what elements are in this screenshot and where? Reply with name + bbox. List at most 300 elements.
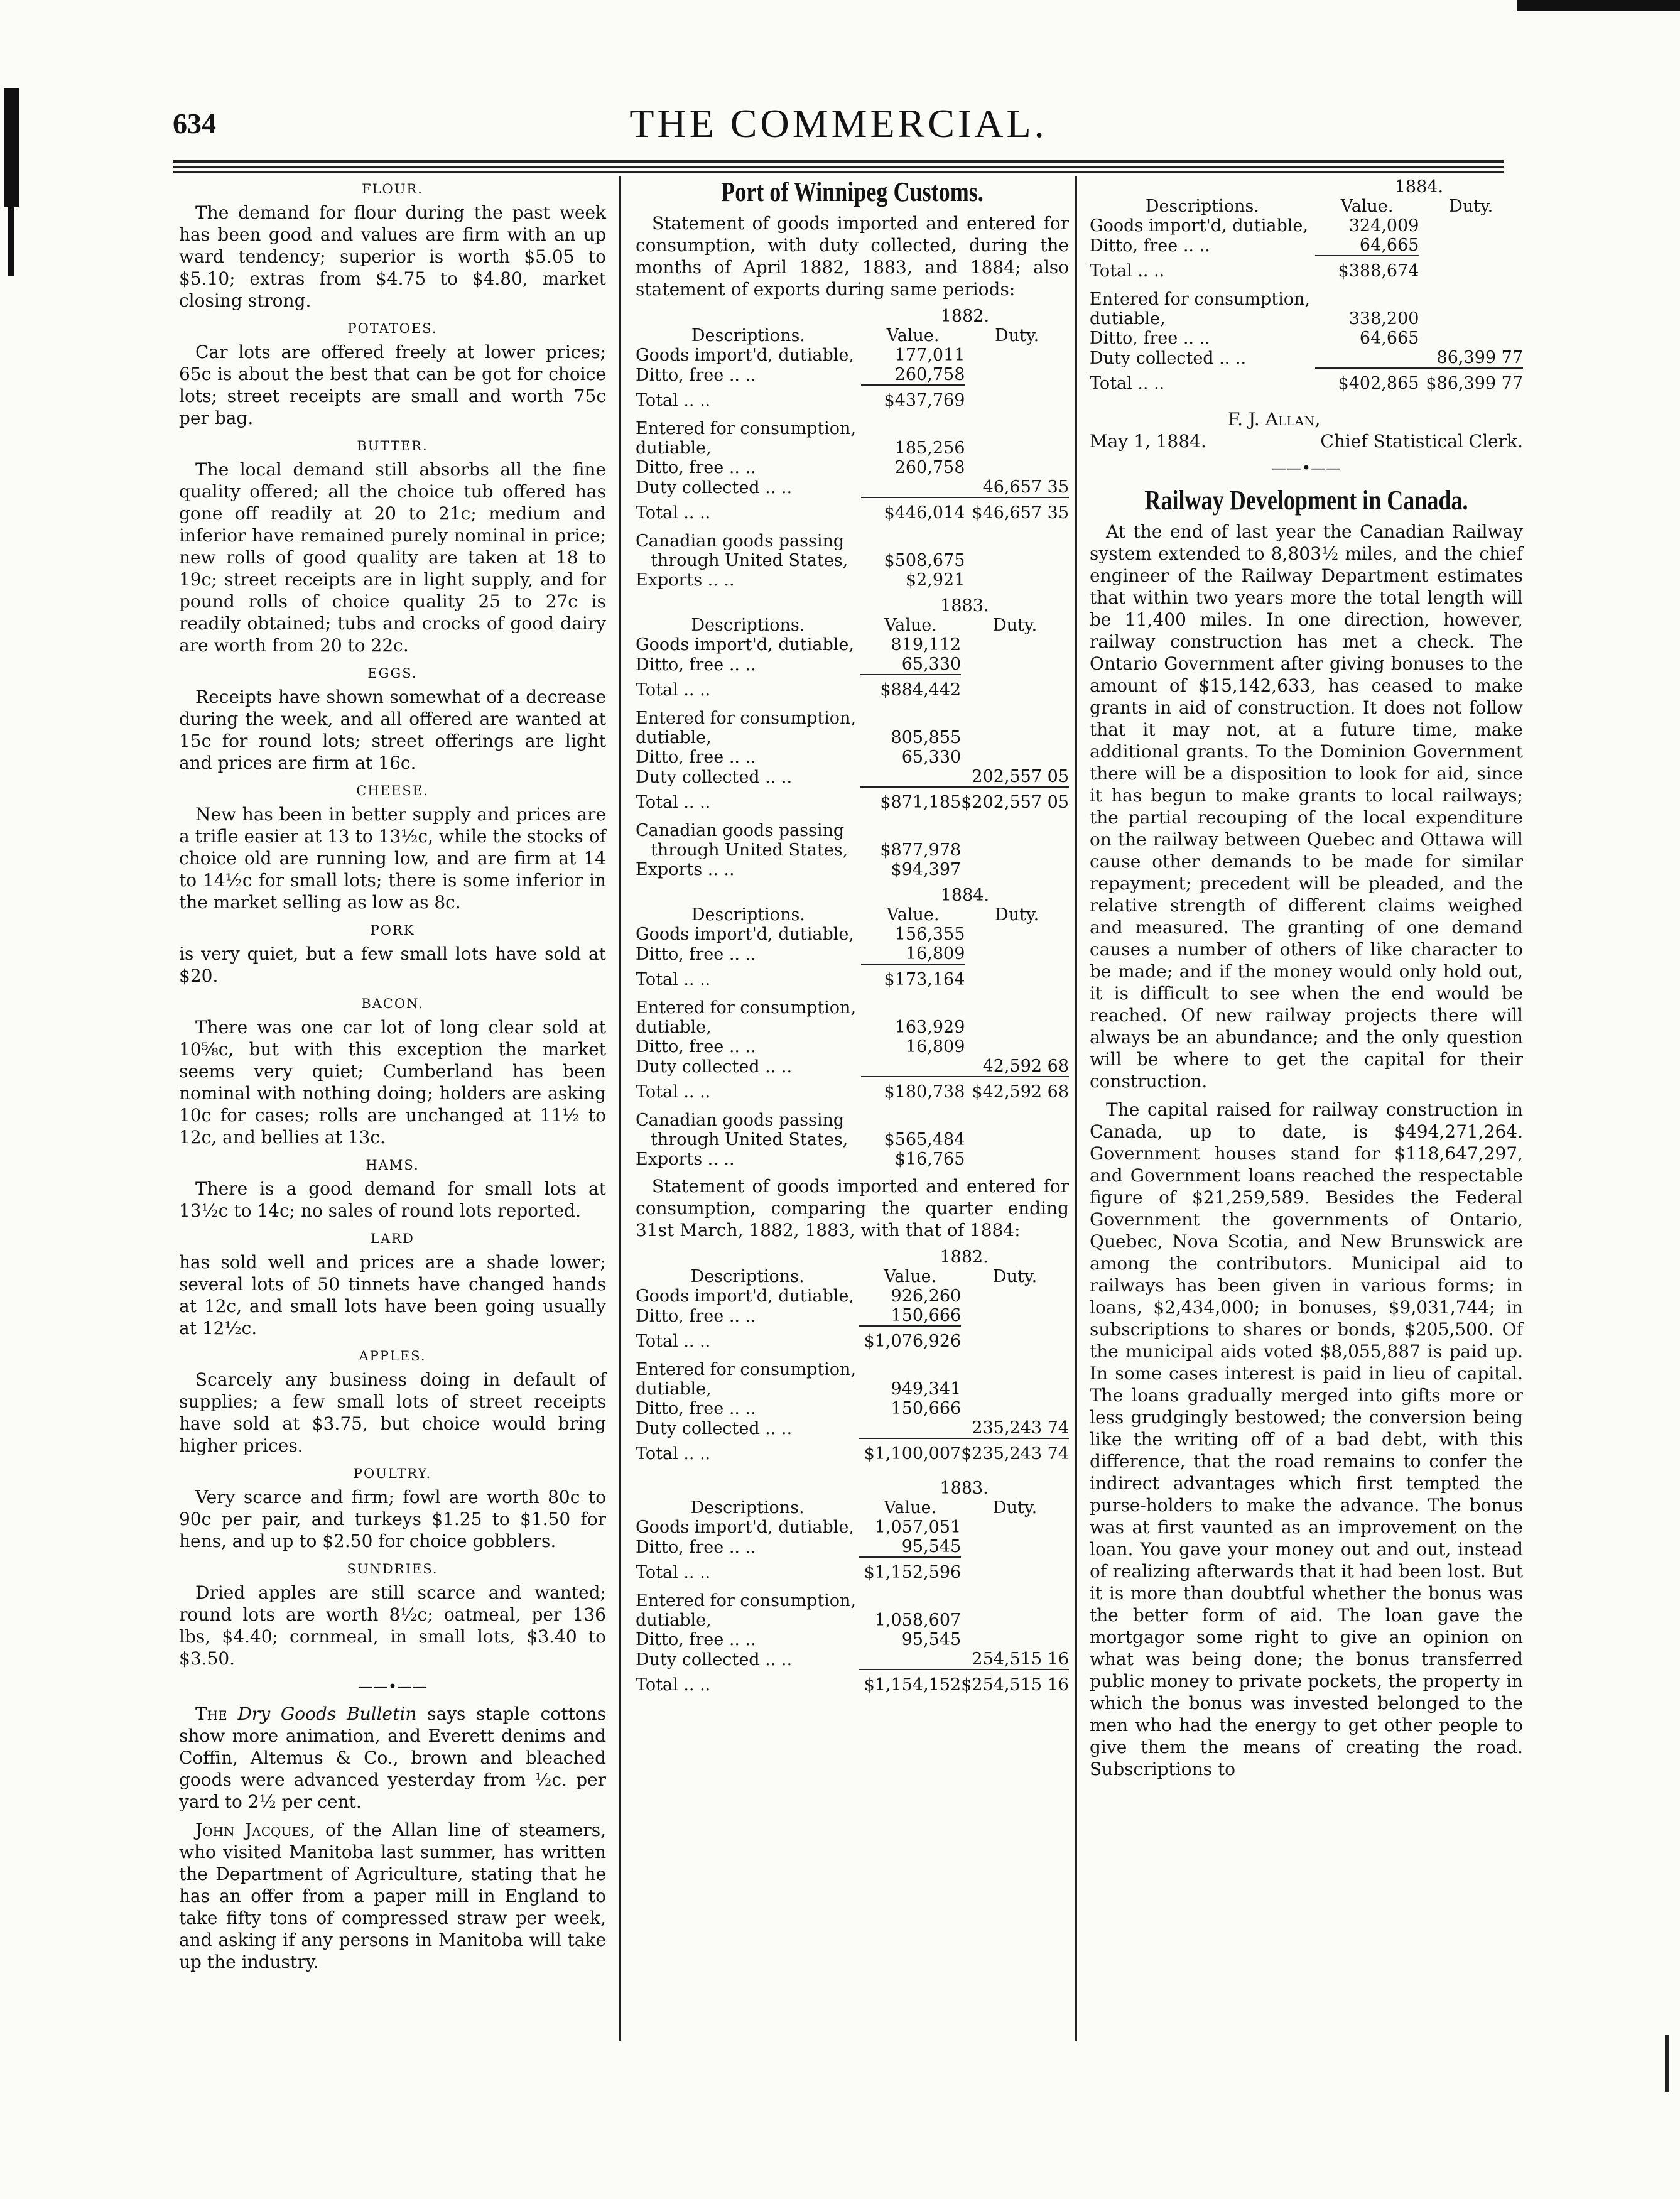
market-paragraph: The local demand still absorbs all the fine quality offered; all the choice tub offered has gone off readily at 20 to 21c; medium and inferior have remained purely nominal in price; new rolls of good quality are taken at 18 to 19c; street receipts are in light supply, and for pound rolls of choice quality 25 to 27c is readily obtained; tubs and crocks of good dairy are worth from 20 to 22c.	[179, 459, 606, 656]
row-label: Canadian goods passing	[636, 1110, 845, 1130]
row-label: Entered for consumption,	[636, 1591, 857, 1610]
market-paragraph: Very scarce and firm; fowl are worth 80c to 90c per pair, and turkeys $1.25 to $1.50 for hens, and up to $2.50 for choice gobblers.	[179, 1487, 606, 1551]
row-label: Canadian goods passing	[636, 531, 845, 551]
total-row	[636, 675, 1069, 709]
row-label: dutiable,	[636, 1379, 712, 1399]
duty-cell	[965, 570, 1069, 590]
section-heading: BUTTER.	[357, 438, 428, 453]
duty-cell	[965, 1130, 1069, 1149]
duty-cell	[961, 1557, 1069, 1591]
duty-cell	[965, 551, 1069, 570]
header-descriptions: Descriptions.	[691, 326, 805, 345]
customs-statement-table	[1090, 177, 1523, 402]
note-lead: The	[195, 1703, 227, 1724]
row-label: Entered for consumption,	[636, 709, 857, 728]
exports-row	[636, 570, 1069, 590]
row-label: Ditto, free .. ..	[636, 1538, 756, 1557]
dutiable-row	[636, 925, 1069, 944]
duty-cell	[1419, 256, 1523, 290]
value-cell: 156,355	[894, 925, 965, 944]
row-label: dutiable,	[636, 728, 712, 747]
column-header-row	[636, 1267, 1069, 1286]
duty-collected-row	[636, 477, 1069, 497]
row-label: Total .. ..	[636, 1444, 711, 1463]
duty-collected-row	[636, 767, 1069, 787]
value-cell: 338,200	[1348, 309, 1419, 328]
row-label: Ditto, free .. ..	[636, 1306, 756, 1326]
market-paragraph: There is a good demand for small lots at 13½c to 14c; no sales of round lots reported.	[179, 1178, 606, 1221]
total-value: $884,442	[860, 675, 961, 709]
free-row	[636, 654, 1069, 675]
duty-cell: 86,399 77	[1436, 348, 1523, 367]
value-cell: $877,978	[880, 840, 962, 860]
railway-paragraph: At the end of last year the Canadian Railway system extended to 8,803½ miles, and the chief engineer of the Railway Department estimates that within two years more the total length will be 11,400 miles. In one direction, however, railway construction has met a check. The Ontario Government after giving bonuses to the amount of $15,142,633, has ceased to make grants in aid of construction. It does not follow that it may not, at a future time, make additional grants. To the Dominion Government there will be a disposition to look for aid, since it has begun to make grants to local railways; the partial recouping of the local expenditure on the railway between Quebec and Ottawa will cause other demands to be made for similar repayment; precedent will be pleaded, and the relative strength of different claims weighed and measured. The granting of one demand causes a number of others of like character to be made; and if the money would only hold out, it is difficult to see when the end would be reached. Of new railway projects there will always be an abundance; and the only question will be where to get the capital for their construction.	[1090, 521, 1523, 1092]
value-cell: 1,058,607	[874, 1610, 962, 1630]
customs-statement-table	[636, 886, 1069, 1169]
free-row	[636, 1306, 1069, 1326]
market-paragraph: has sold well and prices are a shade lower; several lots of 50 tinnets have changed hands at 12c, and small lots have been going usually at 12½c.	[179, 1252, 606, 1338]
value-cell: 177,011	[894, 345, 965, 365]
row-label: Total .. ..	[1090, 374, 1165, 393]
value-cell	[1315, 348, 1419, 368]
column-header-row	[1090, 197, 1523, 216]
value-cell: 260,758	[894, 458, 965, 477]
value-cell: 65,330	[901, 747, 962, 767]
row-label: Duty collected .. ..	[636, 768, 793, 787]
header-duty: Duty.	[1449, 197, 1493, 216]
value-cell	[860, 821, 961, 840]
duty-cell	[961, 1518, 1069, 1537]
row-label: Goods import'd, dutiable,	[1090, 216, 1308, 236]
header-rule	[173, 171, 1504, 173]
column-header-row	[636, 905, 1069, 925]
year-label: 1884.	[940, 886, 990, 905]
blank-cell	[636, 596, 860, 616]
value-cell: 64,665	[1359, 328, 1419, 348]
header-descriptions: Descriptions.	[690, 1267, 805, 1286]
total-duty: $254,515 16	[961, 1670, 1069, 1703]
year-label: 1883.	[940, 596, 989, 616]
section-heading: HAMS.	[366, 1158, 420, 1173]
duty-cell: 42,592 68	[982, 1056, 1069, 1076]
entered-row	[636, 709, 1069, 728]
canadian-goods-row	[636, 821, 1069, 840]
value-cell: 95,545	[901, 1537, 962, 1556]
through-us-row	[636, 1130, 1069, 1149]
row-label: Duty collected .. ..	[636, 1057, 793, 1077]
railway-column	[1090, 176, 1523, 1786]
total-row	[1090, 256, 1523, 290]
blank-cell	[636, 307, 861, 326]
entered-total-row	[636, 1438, 1069, 1472]
value-cell: 163,929	[894, 1018, 965, 1037]
duty-cell	[961, 747, 1069, 767]
duty-collected-row	[636, 1418, 1069, 1438]
canadian-goods-row	[636, 531, 1069, 551]
duty-cell	[965, 385, 1069, 419]
row-label: Total .. ..	[636, 793, 711, 812]
entered-dutiable-row	[636, 1018, 1069, 1037]
section-heading: POTATOES.	[347, 321, 438, 336]
row-label: Ditto, free .. ..	[636, 655, 756, 675]
row-label: Entered for consumption,	[636, 419, 857, 438]
value-cell	[859, 1360, 961, 1379]
duty-cell	[965, 998, 1069, 1018]
dutiable-row	[636, 1518, 1069, 1537]
blank-cell	[636, 886, 861, 905]
duty-cell	[965, 1037, 1069, 1056]
total-row	[636, 385, 1069, 419]
entered-row	[1090, 290, 1523, 309]
duty-cell	[965, 964, 1069, 998]
market-report-column	[179, 176, 606, 1979]
total-row	[636, 964, 1069, 998]
duty-cell	[961, 1399, 1069, 1418]
total-value: $173,164	[861, 964, 965, 998]
note-text: says staple cottons show more animation, and Everett denims and Coffin, Altemus & Co., brown and bleached goods were advanced yesterday from ½c. per yard to 2½ per cent.	[179, 1703, 606, 1812]
value-cell: 324,009	[1348, 216, 1419, 236]
entered-total-row	[1090, 368, 1523, 402]
entered-total-row	[636, 1077, 1069, 1110]
entered-total-row	[636, 787, 1069, 821]
header-value: Value.	[884, 1498, 937, 1518]
duty-cell	[965, 1110, 1069, 1130]
year-row	[636, 307, 1069, 326]
entered-free-row	[1090, 328, 1523, 348]
duty-cell: 202,557 05	[972, 767, 1069, 786]
row-label: Total .. ..	[636, 1082, 711, 1102]
duty-cell	[1419, 309, 1523, 328]
row-label: Exports .. ..	[636, 1149, 735, 1169]
market-paragraph: Scarcely any business doing in default of supplies; a few small lots of street receipts have sold at $3.75, but choice would bring higher prices.	[179, 1369, 606, 1456]
ornamental-separator: ——•——	[1271, 459, 1341, 477]
header-duty: Duty.	[993, 1267, 1038, 1286]
free-row	[636, 944, 1069, 964]
free-row	[1090, 236, 1523, 256]
scan-edge-bar	[1517, 0, 1680, 11]
scan-edge-mark	[4, 88, 19, 207]
entered-dutiable-row	[636, 728, 1069, 747]
row-label: Total .. ..	[636, 503, 711, 523]
dutiable-row	[636, 345, 1069, 365]
total-value: $437,769	[861, 385, 965, 419]
duty-cell	[961, 1610, 1069, 1630]
header-duty: Duty.	[995, 326, 1039, 345]
value-cell	[861, 531, 965, 551]
row-label: Ditto, free .. ..	[1090, 236, 1210, 256]
customs-statement-table	[636, 596, 1069, 879]
row-label: Goods import'd, dutiable,	[636, 635, 854, 654]
section-heading: FLOUR.	[362, 182, 423, 197]
april-statements	[636, 307, 1069, 1169]
duty-cell	[965, 458, 1069, 477]
row-label: dutiable,	[636, 1610, 712, 1630]
duty-cell	[965, 1018, 1069, 1037]
duty-cell	[961, 709, 1069, 728]
year-row	[636, 1247, 1069, 1267]
duty-cell	[965, 531, 1069, 551]
customs-intro: Statement of goods imported and entered for consumption, with duty collected, during the months of April 1882, 1883, and 1884; also statement of exports during same periods:	[636, 213, 1069, 300]
blank-cell	[636, 1247, 859, 1267]
row-label: Duty collected .. ..	[636, 478, 793, 497]
entered-dutiable-row	[636, 1379, 1069, 1399]
market-paragraph: Receipts have shown somewhat of a decrease during the week, and all offered are wanted at 15c for round lots; street offerings are light and prices are firm at 16c.	[179, 687, 606, 773]
duty-cell	[1419, 328, 1523, 348]
total-duty: $202,557 05	[961, 787, 1069, 821]
year-row	[636, 1479, 1069, 1498]
header-duty: Duty.	[993, 1498, 1038, 1518]
signature-row	[1090, 430, 1523, 452]
total-duty: $235,243 74	[961, 1438, 1069, 1472]
page-header	[173, 100, 1504, 157]
header-descriptions: Descriptions.	[691, 616, 805, 635]
value-cell: 819,112	[891, 635, 962, 654]
section-heading: APPLES.	[359, 1349, 426, 1364]
row-label: Ditto, free .. ..	[636, 458, 756, 477]
quarter-statements	[636, 1247, 1069, 1703]
header-descriptions: Descriptions.	[1145, 197, 1259, 216]
duty-cell: 46,657 35	[982, 477, 1069, 497]
duty-cell	[965, 438, 1069, 458]
blank-cell	[636, 1479, 859, 1498]
value-cell: 926,260	[891, 1286, 962, 1306]
duty-cell: 254,515 16	[972, 1649, 1069, 1669]
duty-cell	[961, 1537, 1069, 1557]
duty-cell	[965, 1149, 1069, 1169]
value-cell: 95,545	[901, 1630, 962, 1649]
row-label: through United States,	[651, 551, 848, 570]
value-cell	[861, 1056, 965, 1077]
value-cell: 150,666	[891, 1306, 962, 1325]
canadian-goods-row	[636, 1110, 1069, 1130]
duty-cell	[961, 821, 1069, 840]
value-cell: 185,256	[894, 438, 965, 458]
duty-cell	[961, 860, 1069, 879]
section-heading: CHEESE.	[356, 783, 429, 798]
value-cell: $508,675	[884, 551, 965, 570]
row-label: Entered for consumption,	[1090, 290, 1311, 309]
section-heading: EGGS.	[367, 666, 418, 681]
row-label: Ditto, free .. ..	[1090, 328, 1210, 348]
row-label: Goods import'd, dutiable,	[636, 345, 854, 365]
free-row	[636, 365, 1069, 385]
total-value: $1,100,007	[859, 1438, 961, 1472]
market-paragraph: is very quiet, but a few small lots have sold at $20.	[179, 943, 606, 986]
value-cell	[859, 1591, 961, 1610]
value-cell	[860, 767, 961, 787]
note-text: of the Allan line of steamers, who visited Manitoba last summer, has written the Department of Agriculture, stating that he has an offer from a paper mill in England to take fifty tons of compressed straw per week, and asking if any persons in Manitoba will take up the industry.	[179, 1820, 606, 1972]
column-divider	[1075, 176, 1077, 2041]
row-label: Total .. ..	[636, 1675, 711, 1695]
duty-cell: 235,243 74	[972, 1418, 1069, 1438]
scan-edge-mark	[1665, 2035, 1669, 2092]
through-us-row	[636, 551, 1069, 570]
row-label: Ditto, free .. ..	[636, 945, 756, 964]
row-label: Ditto, free .. ..	[636, 747, 756, 767]
total-value: $402,865	[1315, 368, 1419, 402]
value-cell: $2,921	[905, 570, 965, 590]
entered-free-row	[636, 458, 1069, 477]
value-cell	[1315, 290, 1419, 309]
total-value: $180,738	[861, 1077, 965, 1110]
column-header-row	[636, 616, 1069, 635]
row-label: Total .. ..	[636, 1332, 711, 1351]
value-cell: 150,666	[891, 1399, 962, 1418]
duty-cell	[961, 1591, 1069, 1610]
year-label: 1882.	[940, 307, 990, 326]
dutiable-row	[636, 635, 1069, 654]
duty-cell	[961, 1379, 1069, 1399]
value-cell: 1,057,051	[874, 1518, 962, 1537]
year-label: 1882.	[940, 1247, 989, 1267]
header-duty: Duty.	[995, 905, 1039, 925]
exports-row	[636, 1149, 1069, 1169]
entered-row	[636, 419, 1069, 438]
row-label: Duty collected .. ..	[636, 1419, 793, 1438]
market-paragraph: There was one car lot of long clear sold at 10⅝c, but with this exception the market seems very quiet; Cumberland has been nominal with nothing doing; holders are asking 10c for cases; rolls are unchanged at 11½ to 12c, and bellies at 13c.	[179, 1017, 606, 1148]
entered-row	[636, 998, 1069, 1018]
total-value: $1,076,926	[859, 1326, 961, 1360]
row-label: Total .. ..	[636, 1563, 711, 1582]
year-row	[1090, 177, 1523, 197]
ornamental-separator: ——•——	[357, 1678, 428, 1695]
market-paragraph: Car lots are offered freely at lower prices; 65c is about the best that can be got for choice lots; street receipts are small and worth 75c per bag.	[179, 342, 606, 428]
duty-cell	[961, 1286, 1069, 1306]
duty-cell	[965, 925, 1069, 944]
dutiable-row	[1090, 216, 1523, 236]
duty-cell	[965, 345, 1069, 365]
year-row	[636, 596, 1069, 616]
entered-row	[636, 1360, 1069, 1379]
header-duty: Duty.	[993, 616, 1038, 635]
section-heading: POULTRY.	[353, 1466, 432, 1481]
value-cell	[860, 709, 961, 728]
entered-dutiable-row	[636, 1610, 1069, 1630]
note-paragraph	[179, 1819, 606, 1973]
dutiable-row	[636, 1286, 1069, 1306]
total-value: $1,154,152	[859, 1670, 961, 1703]
value-cell: 65,330	[901, 654, 962, 674]
row-label: Canadian goods passing	[636, 821, 845, 840]
market-paragraph: The demand for flour during the past week has been good and values are firm with an up ward tendency; superior is worth $5.05 to $5.10; extras from $4.75 to $4.80, market closing strong.	[179, 202, 606, 311]
section-heading: SUNDRIES.	[347, 1561, 438, 1577]
row-label: Entered for consumption,	[636, 998, 857, 1018]
value-cell: $565,484	[884, 1130, 965, 1149]
entered-total-row	[636, 1670, 1069, 1703]
duty-collected-row	[1090, 348, 1523, 368]
signature-name-row	[1090, 408, 1523, 430]
entered-total-row	[636, 497, 1069, 531]
row-label: Goods import'd, dutiable,	[636, 1518, 854, 1537]
page-number: 634	[173, 107, 216, 139]
value-cell: 16,809	[905, 944, 965, 964]
customs-statement-table	[636, 1247, 1069, 1472]
duty-cell	[965, 365, 1069, 385]
entered-free-row	[636, 747, 1069, 767]
value-cell: 260,758	[894, 365, 965, 384]
duty-cell	[961, 1326, 1069, 1360]
signature-role: Chief Statistical Clerk.	[1320, 431, 1523, 452]
total-duty: $42,592 68	[965, 1077, 1069, 1110]
customs-title: Port of Winnipeg Customs.	[721, 176, 984, 207]
signature-name: F. J. Allan,	[1228, 409, 1321, 430]
value-cell	[859, 1418, 961, 1438]
duty-cell	[1419, 290, 1523, 309]
duty-cell	[961, 728, 1069, 747]
duty-cell	[961, 1630, 1069, 1649]
value-cell: $16,765	[894, 1149, 965, 1169]
row-label: through United States,	[651, 1130, 848, 1149]
railway-title: Railway Development in Canada.	[1144, 485, 1468, 516]
duty-cell	[965, 419, 1069, 438]
customs-statement-table	[636, 307, 1069, 590]
duty-cell	[1419, 236, 1523, 256]
publication-title: THE COMMERCIAL.	[629, 101, 1048, 146]
market-paragraph: New has been in better supply and prices are a trifle easier at 13 to 13½c, while the stocks of choice old are running low, and are firm at 14 to 14½c for small lots; there is some inferior in the market selling as low as 8c.	[179, 804, 606, 913]
customs-column	[636, 176, 1069, 1710]
railway-paragraph: The capital raised for railway construction in Canada, up to date, is $494,271,264. Government houses stand for $118,647,297, and Government loans reached the respectable figure of $21,259,589. Besides the Federal Government the governments of Ontario, Quebec, Nova Scotia, and New Brunswick are among the contributors. Municipal aid to railways has been given in various forms; in loans, $2,434,000; in bonuses, $9,031,744; in subscriptions to shares or bonds, $205,500. Of the municipal aids voted $8,055,887 is paid up. In some cases interest is paid in lieu of capital. The loans gradually merged into gifts more or less grudgingly bestowed; the conversion being like the writing off of a bad debt, with this difference, that the road remains to confer the indirect advantages which first tempted the purse-holders to make the advance. The bonus was at first vaunted as an improvement on the loan. You gave your money out and out, instead of realizing afterwards that it had been lost. But it is more than doubtful whether the bonus was the better form of aid. The loan gave the mortgagor some right to give an opinion on what was being done; the bonus transferred public money to private pockets, the property in which the bonus was invested belonged to the men who had the energy to get other people to give them the means of creating the road. Subscriptions to	[1090, 1099, 1523, 1779]
entered-free-row	[636, 1037, 1069, 1056]
header-rule	[173, 160, 1504, 163]
row-label: Duty collected .. ..	[1090, 349, 1247, 368]
row-label: Duty collected .. ..	[636, 1650, 793, 1670]
section-heading: PORK	[370, 923, 415, 938]
header-value: Value.	[884, 1267, 937, 1286]
row-label: Total .. ..	[1090, 261, 1165, 281]
section-heading: BACON.	[361, 996, 424, 1011]
entered-dutiable-row	[1090, 309, 1523, 328]
header-value: Value.	[1340, 197, 1394, 216]
header-value: Value.	[886, 905, 940, 925]
row-label: Ditto, free .. ..	[636, 1037, 756, 1056]
value-cell	[859, 1649, 961, 1670]
through-us-row	[636, 840, 1069, 860]
row-label: Total .. ..	[636, 680, 711, 700]
duty-cell	[961, 840, 1069, 860]
duty-cell	[1419, 216, 1523, 236]
total-duty: $86,399 77	[1419, 368, 1523, 402]
row-label: Ditto, free .. ..	[636, 1630, 756, 1649]
total-value: $871,185	[860, 787, 961, 821]
value-cell: 949,341	[891, 1379, 962, 1399]
market-paragraph: Dried apples are still scarce and wanted; round lots are worth 8½c; oatmeal, per 136 lbs, $4.40; cornmeal, in small lots, $3.40 to $3.50.	[179, 1582, 606, 1669]
duty-cell	[961, 1306, 1069, 1326]
duty-cell	[961, 635, 1069, 654]
blank-cell	[1090, 177, 1315, 197]
row-label: Total .. ..	[636, 391, 711, 410]
header-value: Value.	[886, 326, 940, 345]
entered-free-row	[636, 1630, 1069, 1649]
column-header-row	[636, 1498, 1069, 1518]
column-header-row	[636, 326, 1069, 345]
section-heading: LARD	[371, 1231, 415, 1246]
row-label: Ditto, free .. ..	[636, 1399, 756, 1418]
duty-collected-row	[636, 1649, 1069, 1670]
row-label: Goods import'd, dutiable,	[636, 1286, 854, 1306]
value-cell	[861, 1110, 965, 1130]
value-cell	[861, 477, 965, 497]
duty-cell	[961, 675, 1069, 709]
scan-edge-mark	[8, 207, 14, 276]
customs-statement-table	[636, 1479, 1069, 1703]
row-label: Ditto, free .. ..	[636, 366, 756, 385]
duty-collected-row	[636, 1056, 1069, 1077]
header-rule	[173, 166, 1504, 168]
customs-intro-quarter: Statement of goods imported and entered for consumption, comparing the quarter ending 31st March, 1882, 1883, with that of 1884:	[636, 1176, 1069, 1241]
total-row	[636, 1557, 1069, 1591]
total-value: $1,152,596	[859, 1557, 961, 1591]
total-row	[636, 1326, 1069, 1360]
